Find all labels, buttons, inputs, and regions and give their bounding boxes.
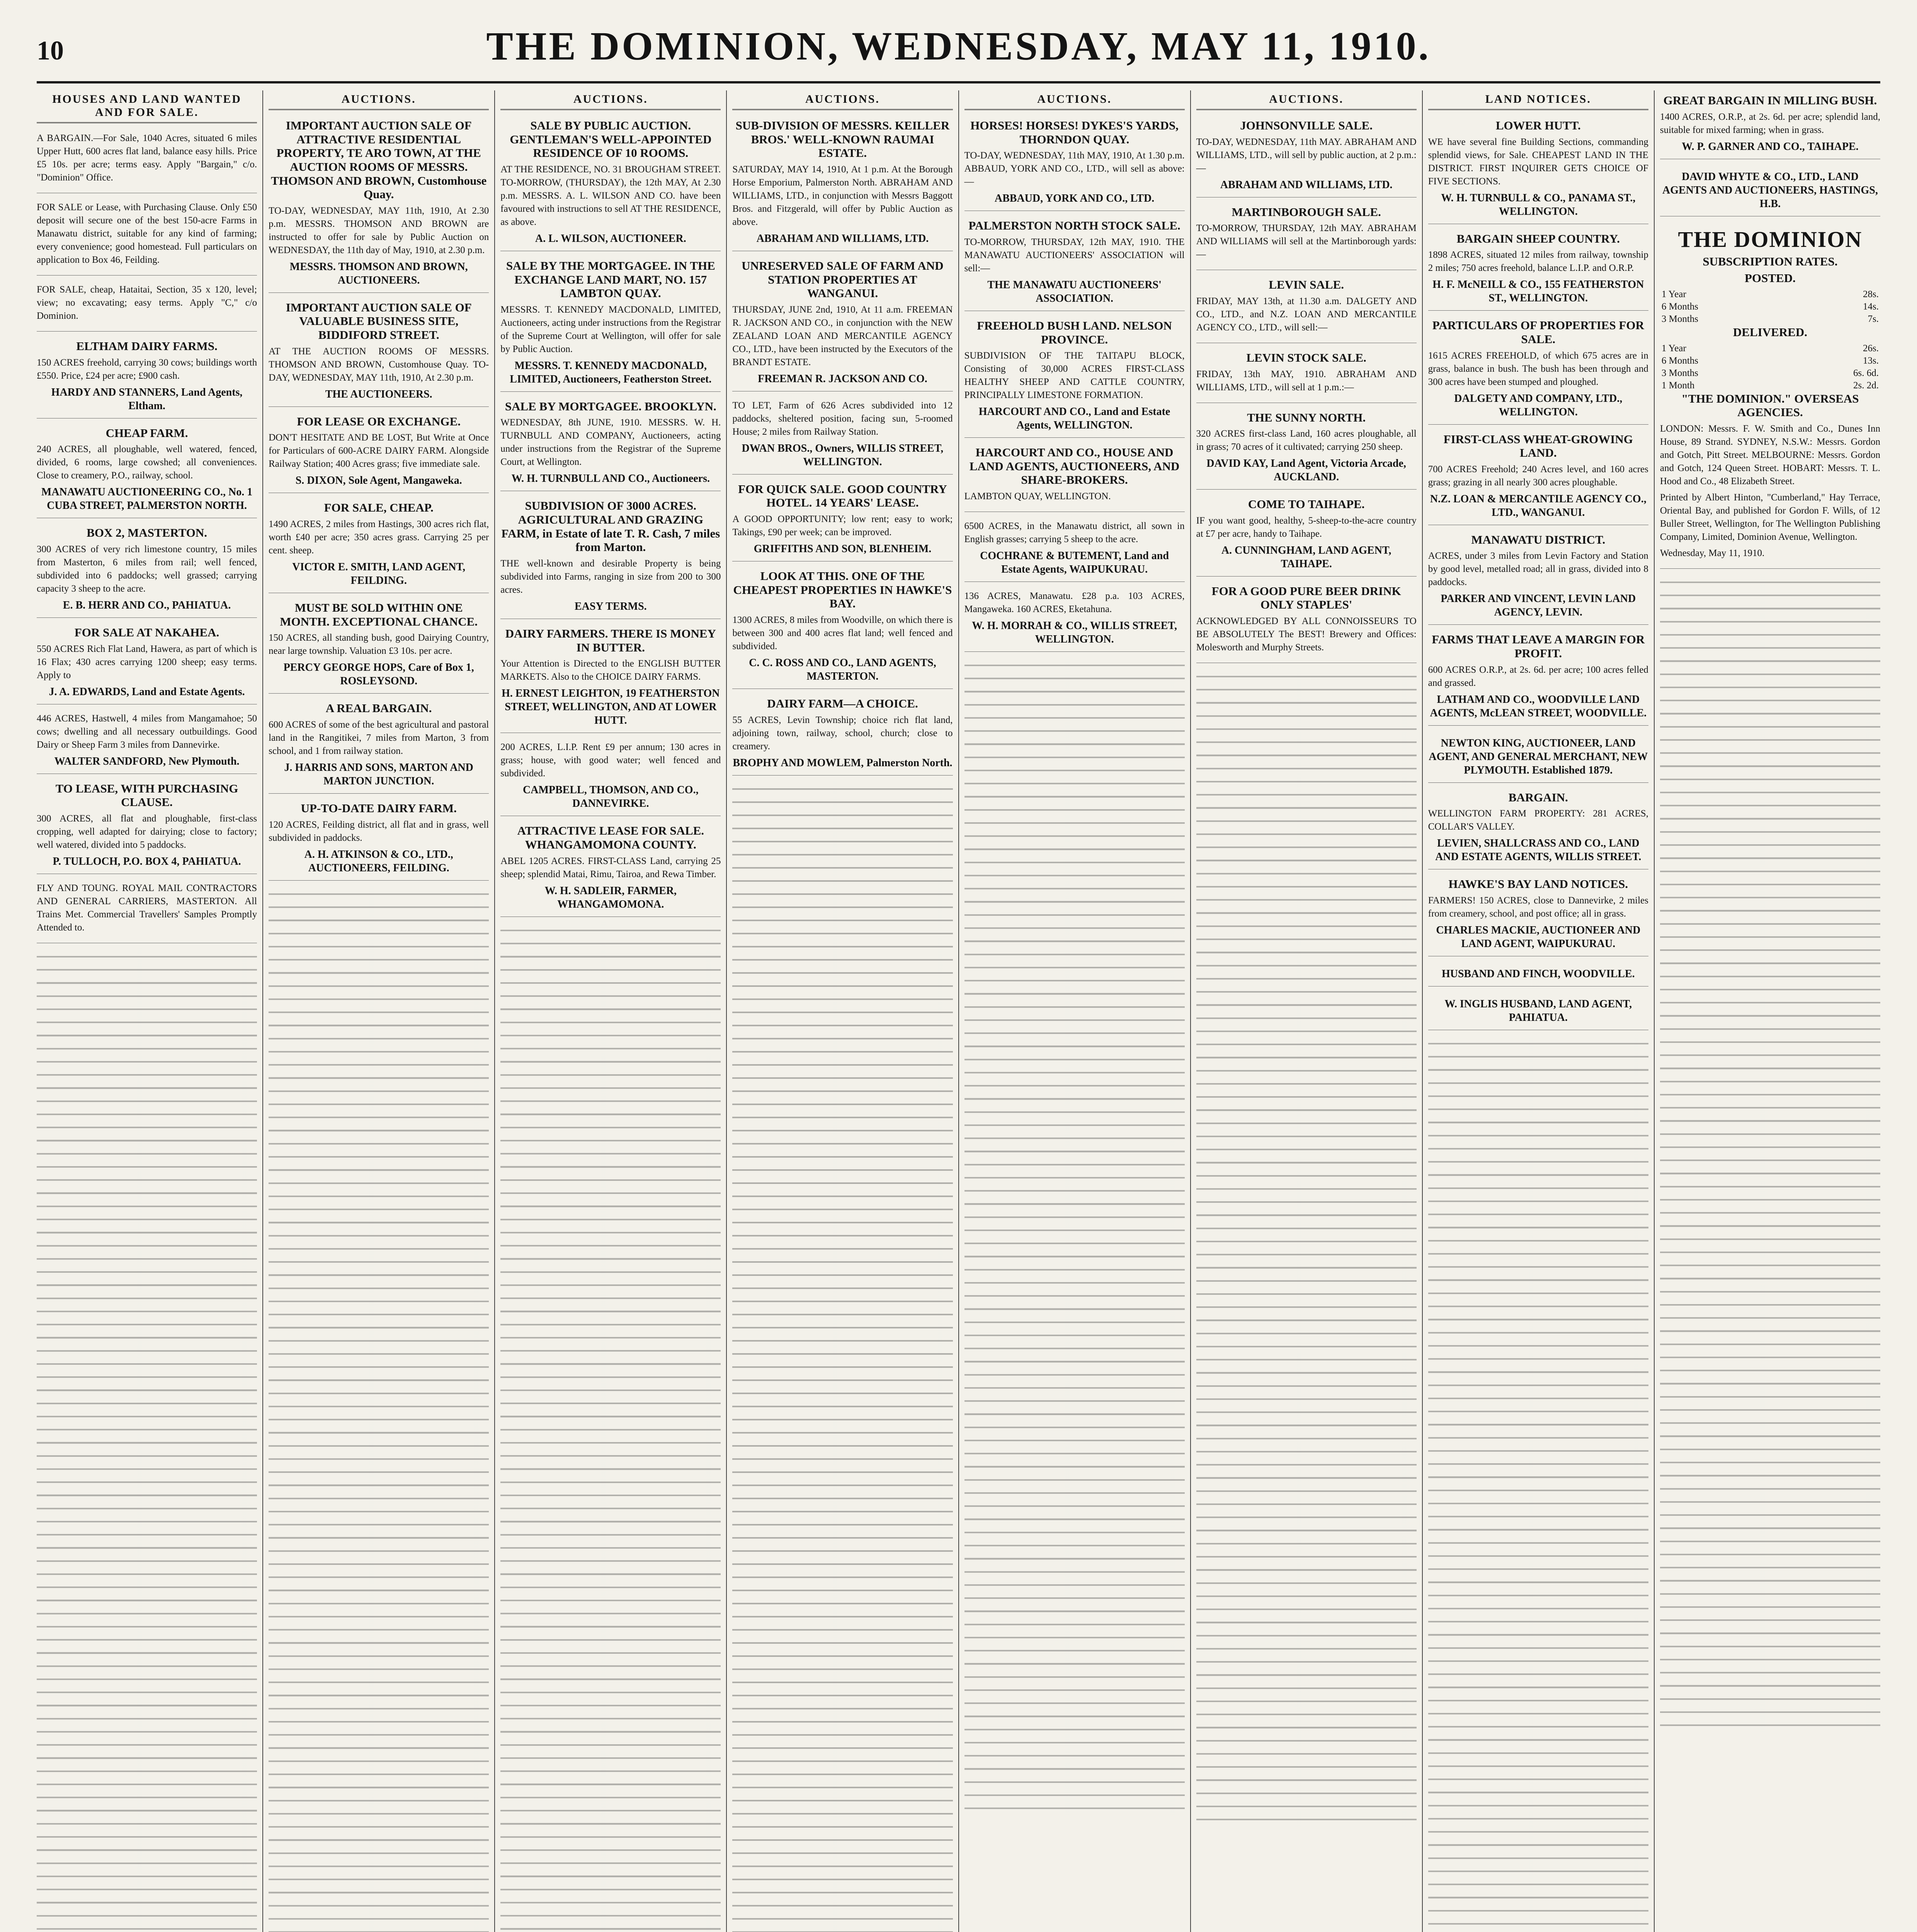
ad-heading: FOR LEASE OR EXCHANGE. bbox=[297, 414, 461, 428]
table-row bbox=[1660, 355, 1880, 367]
ad-body: DON'T HESITATE AND BE LOST, But Write at Once for Particulars of 600-ACRE DAIRY FARM. Alongside Railway Station; 400 Acres grass; five immediate sale. bbox=[269, 432, 489, 469]
ad-body: ACKNOWLEDGED BY ALL CONNOISSEURS TO BE ABSOLUTELY The BEST! Brewery and Offices: Molesworth and Murphy Streets. bbox=[1196, 616, 1417, 653]
ad-body: TO-MORROW, THURSDAY, 12th MAY. ABRAHAM AND WILLIAMS will sell at the Martinborough yards:— bbox=[1196, 223, 1417, 260]
classified-ad bbox=[269, 698, 489, 794]
small-print-columns bbox=[500, 922, 721, 1932]
ad-signature: THE MANAWATU AUCTIONEERS' ASSOCIATION. bbox=[987, 279, 1162, 304]
table-cell: 28s. bbox=[1863, 289, 1879, 299]
ad-body: 6500 ACRES, in the Manawatu district, all sown in English grasses; carrying 5 sheep to the acre. bbox=[964, 521, 1185, 545]
table-cell: 3 Months bbox=[1661, 367, 1699, 378]
ad-signature: GRIFFITHS AND SON, BLENHEIM. bbox=[754, 543, 932, 555]
classified-ad bbox=[500, 738, 721, 816]
ad-body: WE have several fine Building Sections, commanding splendid views, for Sale. CHEAPEST LAND IN THE DISTRICT. FIRST INQUIRER GETS CHOICE OF FIVE SECTIONS. bbox=[1428, 136, 1648, 187]
column-8 bbox=[1654, 90, 1880, 1932]
ad-heading: SALE BY MORTGAGEE. BROOKLYN. bbox=[505, 399, 716, 413]
classified-ad bbox=[732, 479, 953, 561]
masthead bbox=[37, 23, 1880, 83]
ad-body: TO-DAY, WEDNESDAY, 11th MAY. ABRAHAM AND WILLIAMS, LTD., will sell by public auction, at 2 p.m.:— bbox=[1196, 136, 1417, 173]
table-cell: 2s. 2d. bbox=[1853, 380, 1879, 391]
ad-body: IF you want good, healthy, 5-sheep-to-the-acre country at £7 per acre, handy to Taihape. bbox=[1196, 515, 1417, 539]
ad-body: THURSDAY, JUNE 2nd, 1910, At 11 a.m. FREEMAN R. JACKSON AND CO., in conjunction with the NEW ZEALAND LOAN AND MERCANTILE AGENCY CO., LTD., have been instructed by the Executors of the BRANDT ESTATE. bbox=[732, 304, 953, 367]
classified-ad bbox=[964, 442, 1185, 512]
classified-ad bbox=[964, 316, 1185, 438]
ad-body: Your Attention is Directed to the ENGLISH BUTTER MARKETS. Also to the CHOICE DAIRY FARMS. bbox=[500, 658, 721, 682]
ad-body: 550 ACRES Rich Flat Land, Hawera, as part of which is 16 Flax; 430 acres carrying 1200 sheep; easy terms. Apply to bbox=[37, 643, 257, 680]
classified-ad bbox=[1196, 408, 1417, 490]
notice-subtitle: SUBSCRIPTION RATES. bbox=[1703, 254, 1838, 268]
classified-ad bbox=[1428, 874, 1648, 956]
ad-signature: COCHRANE & BUTEMENT, Land and Estate Agents, WAIPUKURAU. bbox=[980, 550, 1169, 576]
ad-heading: PARTICULARS OF PROPERTIES FOR SALE. bbox=[1432, 318, 1644, 346]
table-cell: 1 Year bbox=[1661, 289, 1686, 299]
table-cell: 6 Months bbox=[1661, 301, 1699, 312]
ad-heading: FIRST-CLASS WHEAT-GROWING LAND. bbox=[1443, 432, 1633, 460]
ad-signature: E. B. HERR AND CO., PAHIATUA. bbox=[63, 599, 231, 611]
ad-body: AT THE AUCTION ROOMS OF MESSRS. THOMSON AND BROWN, Customhouse Quay. TO-DAY, WEDNESDAY, MAY 11th, 1910, At 2.30 p.m. bbox=[269, 346, 489, 383]
classified-ad bbox=[1196, 202, 1417, 270]
ad-heading: FOR SALE, CHEAP. bbox=[324, 501, 434, 515]
ad-body: FOR SALE, cheap, Hataitai, Section, 35 x 120, level; view; no excavating; easy terms. Apply "C," c/o Dominion. bbox=[37, 284, 257, 321]
ad-body: MESSRS. T. KENNEDY MACDONALD, LIMITED, Auctioneers, acting under instructions from the Registrar of the Supreme Court at Wellington, will offer for sale by Public Auction. bbox=[500, 304, 721, 354]
ad-signature: EASY TERMS. bbox=[574, 600, 647, 613]
small-print-columns bbox=[1660, 573, 1880, 1733]
ad-signature: W. H. TURNBULL & CO., PANAMA ST., WELLINGTON. bbox=[1441, 192, 1636, 218]
ad-heading: JOHNSONVILLE SALE. bbox=[1240, 119, 1373, 132]
ad-signature: THE AUCTIONEERS. bbox=[325, 388, 432, 400]
ad-signature: P. TULLOCH, P.O. BOX 4, PAHIATUA. bbox=[53, 855, 241, 867]
column-2 bbox=[262, 90, 494, 1932]
ad-body: WELLINGTON FARM PROPERTY: 281 ACRES, COLLAR'S VALLEY. bbox=[1428, 808, 1648, 832]
classified-ad bbox=[1196, 348, 1417, 403]
table-row bbox=[1660, 367, 1880, 379]
ad-heading: FOR QUICK SALE. GOOD COUNTRY HOTEL. 14 YEARS' LEASE. bbox=[738, 482, 947, 510]
rates-label: DELIVERED. bbox=[1733, 325, 1807, 339]
ad-heading: LOOK AT THIS. ONE OF THE CHEAPEST PROPERTIES IN HAWKE'S BAY. bbox=[733, 569, 952, 611]
ad-heading: ATTRACTIVE LEASE FOR SALE. WHANGAMOMONA COUNTY. bbox=[517, 824, 704, 851]
classified-ad bbox=[964, 517, 1185, 582]
ad-signature: PERCY GEORGE HOPS, Care of Box 1, ROSLEYSOND. bbox=[283, 662, 474, 687]
ad-body: AT THE RESIDENCE, NO. 31 BROUGHAM STREET. TO-MORROW, (THURSDAY), the 12th MAY, At 2.30 p.m. MESSRS. A. L. WILSON AND CO. have been favoured with instructions to sell AT THE RESIDENCE, as above. bbox=[500, 164, 721, 227]
table-row bbox=[1660, 379, 1880, 392]
ad-heading: LEVIN STOCK SALE. bbox=[1246, 350, 1366, 364]
ad-signature: ABRAHAM AND WILLIAMS, LTD. bbox=[756, 232, 929, 245]
ad-signature: WALTER SANDFORD, New Plymouth. bbox=[54, 755, 240, 767]
ad-heading: A REAL BARGAIN. bbox=[325, 701, 432, 715]
page-number: 10 bbox=[37, 36, 64, 66]
classified-ad bbox=[37, 423, 257, 519]
classified-ad bbox=[1428, 229, 1648, 311]
classified-ad bbox=[732, 256, 953, 391]
ad-heading: CHEAP FARM. bbox=[105, 426, 188, 440]
column-6 bbox=[1190, 90, 1422, 1932]
ad-heading: FARMS THAT LEAVE A MARGIN FOR PROFIT. bbox=[1432, 633, 1645, 660]
notice-agencies-title: "THE DOMINION." OVERSEAS AGENCIES. bbox=[1681, 391, 1859, 419]
ad-signature: N.Z. LOAN & MERCANTILE AGENCY CO., LTD., WANGANUI. bbox=[1430, 493, 1647, 519]
ad-signature: W. INGLIS HUSBAND, LAND AGENT, PAHIATUA. bbox=[1444, 998, 1632, 1024]
table-row bbox=[1660, 288, 1880, 301]
ad-body: 1615 ACRES FREEHOLD, of which 675 acres are in grass, balance in bush. The bush has been through and 300 acres have been stumped and ploughed. bbox=[1428, 350, 1648, 387]
ad-signature: LATHAM AND CO., WOODVILLE LAND AGENTS, McLEAN STREET, WOODVILLE. bbox=[1430, 693, 1647, 719]
ad-heading: LEVIN SALE. bbox=[1269, 278, 1344, 292]
classified-ad bbox=[964, 116, 1185, 211]
ad-body: THE well-known and desirable Property is being subdivided into Farms, ranging in size from 200 to 300 acres. bbox=[500, 558, 721, 595]
classified-ad bbox=[37, 280, 257, 332]
table-cell: 1 Month bbox=[1661, 380, 1695, 391]
small-print-columns bbox=[732, 780, 953, 1932]
ad-heading: SUBDIVISION OF 3000 ACRES. AGRICULTURAL AND GRAZING FARM, in Estate of late T. R. Cash, 7 miles from Marton. bbox=[501, 499, 720, 554]
rates-table bbox=[1660, 288, 1880, 325]
ad-body: 150 ACRES freehold, carrying 30 cows; buildings worth £550. Price, £24 per acre; £900 cash. bbox=[37, 357, 257, 381]
ad-body: 150 ACRES, all standing bush, good Dairying Country, near large township. Valuation £3 10s. per acre. bbox=[269, 633, 489, 656]
table-cell: 7s. bbox=[1868, 313, 1879, 324]
classified-ad bbox=[964, 587, 1185, 652]
notice-title: THE DOMINION bbox=[1678, 226, 1863, 252]
classified-ad bbox=[1428, 530, 1648, 625]
column-7 bbox=[1422, 90, 1654, 1932]
classified-ad bbox=[269, 798, 489, 881]
ad-heading: MUST BE SOLD WITHIN ONE MONTH. EXCEPTIONAL CHANCE. bbox=[280, 601, 478, 628]
ad-heading: SUB-DIVISION OF MESSRS. KEILLER BROS.' WELL-KNOWN RAUMAI ESTATE. bbox=[735, 119, 950, 160]
ad-body: SUBDIVISION OF THE TAITAPU BLOCK, Consisting of 30,000 ACRES FIRST-CLASS HEALTHY SHEEP AND CATTLE COUNTRY, PRINCIPALLY LIMESTONE FORMATION. bbox=[964, 350, 1185, 401]
rates-table bbox=[1660, 342, 1880, 392]
ad-signature: HUSBAND AND FINCH, WOODVILLE. bbox=[1441, 968, 1635, 980]
ad-heading: SALE BY THE MORTGAGEE. IN THE EXCHANGE LAND MART, NO. 157 LAMBTON QUAY. bbox=[506, 259, 715, 300]
classified-ad bbox=[37, 129, 257, 193]
ad-heading: BOX 2, MASTERTON. bbox=[87, 526, 207, 540]
classified-ad bbox=[1196, 116, 1417, 197]
ad-signature: DALGETY AND COMPANY, LTD., WELLINGTON. bbox=[1454, 392, 1623, 418]
ad-signature: C. C. ROSS AND CO., LAND AGENTS, MASTERTON. bbox=[749, 657, 936, 683]
classified-ad bbox=[1196, 581, 1417, 663]
classified-ad bbox=[269, 412, 489, 493]
classified-ad bbox=[1428, 961, 1648, 986]
ad-signature: A. H. ATKINSON & CO., LTD., AUCTIONEERS, FEILDING. bbox=[304, 848, 453, 874]
ad-signature: J. HARRIS AND SONS, MARTON AND MARTON JUNCTION. bbox=[284, 761, 473, 787]
ad-body: TO-DAY, WEDNESDAY, MAY 11th, 1910, At 2.30 p.m. MESSRS. THOMSON AND BROWN are instructed to offer for sale by Public Auction on WEDNESDAY, the 11th day of May, 1910, at 2.30 p.m. bbox=[269, 205, 489, 255]
column-header: AUCTIONS. bbox=[500, 90, 721, 110]
table-cell: 26s. bbox=[1863, 343, 1879, 354]
subscription-notice bbox=[1660, 221, 1880, 569]
ad-signature: W. P. GARNER AND CO., TAIHAPE. bbox=[1682, 140, 1859, 153]
classified-ad bbox=[1660, 90, 1880, 159]
small-print-columns bbox=[964, 656, 1185, 1816]
notice-date: Wednesday, May 11, 1910. bbox=[1660, 548, 1765, 558]
ad-signature: W. H. SADLEIR, FARMER, WHANGAMOMONA. bbox=[544, 884, 677, 910]
table-row bbox=[1660, 313, 1880, 325]
ad-signature: A. CUNNINGHAM, LAND AGENT, TAIHAPE. bbox=[1221, 544, 1391, 570]
ad-body: FRIDAY, MAY 13th, at 11.30 a.m. DALGETY AND CO., LTD., and N.Z. LOAN AND MERCANTILE AGENCY CO., LTD., will sell:— bbox=[1196, 296, 1417, 333]
small-print-columns bbox=[37, 948, 257, 1932]
classified-ad bbox=[1660, 164, 1880, 216]
column-header: AUCTIONS. bbox=[1196, 90, 1417, 110]
ad-heading: LOWER HUTT. bbox=[1495, 119, 1581, 132]
table-cell: 14s. bbox=[1863, 301, 1879, 312]
small-print-columns bbox=[1428, 1035, 1648, 1932]
ad-signature: CAMPBELL, THOMSON, AND CO., DANNEVIRKE. bbox=[523, 784, 699, 810]
ad-heading: MANAWATU DISTRICT. bbox=[1471, 532, 1606, 546]
ad-body: 446 ACRES, Hastwell, 4 miles from Mangamahoe; 50 cows; dwelling and all necessary outbuildings. Good Dairy or Sheep Farm 3 miles from Dannevirke. bbox=[37, 713, 257, 750]
ad-heading: DAIRY FARM—A CHOICE. bbox=[767, 697, 918, 711]
ad-heading: THE SUNNY NORTH. bbox=[1247, 410, 1366, 424]
ad-signature: FREEMAN R. JACKSON AND CO. bbox=[758, 372, 927, 385]
ad-body: WEDNESDAY, 8th JUNE, 1910. MESSRS. W. H. TURNBULL AND COMPANY, Auctioneers, acting under instructions from the Registrar of the Supreme Court, at Wellington. bbox=[500, 417, 721, 468]
ad-body: 240 ACRES, all ploughable, well watered, fenced, divided, 6 rooms, large cowshed; all conveniences. Close to creamery, P.O., railway, school. bbox=[37, 444, 257, 481]
ad-heading: ELTHAM DAIRY FARMS. bbox=[76, 339, 218, 353]
classified-ad bbox=[1428, 991, 1648, 1030]
classified-ad bbox=[1428, 116, 1648, 224]
ad-signature: H. ERNEST LEIGHTON, 19 FEATHERSTON STREET, WELLINGTON, AND AT LOWER HUTT. bbox=[502, 687, 720, 727]
ad-heading: HAWKE'S BAY LAND NOTICES. bbox=[1448, 877, 1628, 891]
classified-ad bbox=[1428, 429, 1648, 525]
ad-signature: S. DIXON, Sole Agent, Mangaweka. bbox=[295, 474, 462, 487]
ad-heading: UNRESERVED SALE OF FARM AND STATION PROPERTIES AT WANGANUI. bbox=[742, 259, 944, 300]
ad-signature: J. A. EDWARDS, Land and Estate Agents. bbox=[49, 685, 245, 698]
classified-ad bbox=[732, 396, 953, 474]
ad-heading: HORSES! HORSES! DYKES'S YARDS, THORNDON QUAY. bbox=[970, 119, 1179, 146]
classified-ad bbox=[37, 709, 257, 774]
ad-body: 200 ACRES, L.I.P. Rent £9 per annum; 130 acres in grass; house, with good water; well fenced and subdivided. bbox=[500, 742, 721, 779]
ad-body: 600 ACRES O.R.P., at 2s. 6d. per acre; 100 acres felled and grassed. bbox=[1428, 664, 1648, 688]
column-3 bbox=[494, 90, 726, 1932]
ad-body: TO-DAY, WEDNESDAY, 11th MAY, 1910, At 1.30 p.m. ABBAUD, YORK AND CO., LTD., will sell as above:— bbox=[964, 150, 1185, 187]
ad-body: A GOOD OPPORTUNITY; low rent; easy to work; Takings, £90 per week; can be improved. bbox=[732, 514, 953, 538]
classified-ad bbox=[37, 879, 257, 943]
column-header: AUCTIONS. bbox=[269, 90, 489, 110]
ad-heading: COME TO TAIHAPE. bbox=[1248, 497, 1365, 511]
ad-body: 300 ACRES, all flat and ploughable, first-class cropping, well adapted for dairying; close to factory; well watered, divided into 5 paddocks. bbox=[37, 813, 257, 850]
column-4 bbox=[726, 90, 958, 1932]
ad-body: 1490 ACRES, 2 miles from Hastings, 300 acres rich flat, worth £40 per acre; 350 acres grass. Carrying 25 per cent. sheep. bbox=[269, 519, 489, 556]
table-cell: 3 Months bbox=[1661, 313, 1699, 324]
column-header: AUCTIONS. bbox=[732, 90, 953, 110]
ad-body: 1898 ACRES, situated 12 miles from railway, township 2 miles; 750 acres freehold, balance L.I.P. and O.R.P. bbox=[1428, 250, 1648, 274]
ad-heading: TO LEASE, WITH PURCHASING CLAUSE. bbox=[55, 781, 238, 809]
notice-printer: Printed by Albert Hinton, "Cumberland," Hay Terrace, Oriental Bay, and published for Gordon F. Wills, of 12 Buller Street, Wellington, for The Wellington Publishing Company, Limited, Dominion Avenue, Wellington. bbox=[1660, 492, 1880, 542]
classified-ad bbox=[37, 523, 257, 618]
classified-ad bbox=[500, 821, 721, 917]
ad-body: FRIDAY, 13th MAY, 1910. ABRAHAM AND WILLIAMS, LTD., will sell at 1 p.m.:— bbox=[1196, 369, 1417, 393]
table-row bbox=[1660, 301, 1880, 313]
classified-ad bbox=[37, 779, 257, 874]
classified-ad bbox=[500, 256, 721, 392]
ad-signature: ABRAHAM AND WILLIAMS, LTD. bbox=[1220, 179, 1393, 191]
classified-ad bbox=[964, 216, 1185, 311]
ad-body: A BARGAIN.—For Sale, 1040 Acres, situated 6 miles Upper Hutt, 600 acres flat land, balance easy hills. Price £5 10s. per acre; terms easy. Apply "Bargain," c/o. "Dominion" Office. bbox=[37, 133, 257, 183]
ad-heading: PALMERSTON NORTH STOCK SALE. bbox=[968, 219, 1180, 233]
ad-signature: MESSRS. T. KENNEDY MACDONALD, LIMITED, Auctioneers, Featherston Street. bbox=[510, 359, 712, 385]
ad-signature: H. F. McNEILL & CO., 155 FEATHERSTON ST., WELLINGTON. bbox=[1432, 279, 1644, 304]
ad-heading: IMPORTANT AUCTION SALE OF VALUABLE BUSINESS SITE, BIDDIFORD STREET. bbox=[286, 300, 472, 342]
ad-heading: DAIRY FARMERS. THERE IS MONEY IN BUTTER. bbox=[505, 627, 716, 654]
ad-body: 600 ACRES of some of the best agricultural and pastoral land in the Rangitikei, 7 miles from Marton, 3 from school, and 1 from railway station. bbox=[269, 719, 489, 756]
ad-signature: DAVID WHYTE & CO., LTD., LAND AGENTS AND AUCTIONEERS, HASTINGS, H.B. bbox=[1662, 170, 1878, 210]
table-row bbox=[1660, 342, 1880, 355]
classified-ad bbox=[500, 624, 721, 733]
classified-ad bbox=[1428, 315, 1648, 424]
ad-body: 700 ACRES Freehold; 240 Acres level, and 160 acres grass; grazing in all nearly 300 acres ploughable. bbox=[1428, 464, 1648, 488]
ad-body: ACRES, under 3 miles from Levin Factory and Station by good level, metalled road; all in grass, divided into 8 paddocks. bbox=[1428, 551, 1648, 588]
column-header: HOUSES AND LAND WANTED AND FOR SALE. bbox=[37, 90, 257, 123]
classified-ad bbox=[1428, 629, 1648, 725]
ad-heading: GREAT BARGAIN IN MILLING BUSH. bbox=[1663, 94, 1877, 107]
ad-heading: HARCOURT AND CO., HOUSE AND LAND AGENTS, AUCTIONEERS, AND SHARE-BROKERS. bbox=[969, 446, 1180, 487]
ad-signature: DAVID KAY, Land Agent, Victoria Arcade, AUCKLAND. bbox=[1206, 457, 1406, 483]
small-print-columns bbox=[1196, 668, 1417, 1827]
ad-body: 136 ACRES, Manawatu. £28 p.a. 103 ACRES, Mangaweka. 160 ACRES, Eketahuna. bbox=[964, 591, 1185, 615]
classified-ad bbox=[1196, 275, 1417, 343]
ad-body: TO LET, Farm of 626 Acres subdivided into 12 paddocks, sheltered position, facing sun, 5-roomed House; 2 miles from Railway Station. bbox=[732, 400, 953, 437]
ad-body: FARMERS! 150 ACRES, close to Dannevirke, 2 miles from creamery, school, and post office; all in grass. bbox=[1428, 895, 1648, 919]
ad-signature: W. H. MORRAH & CO., WILLIS STREET, WELLINGTON. bbox=[972, 620, 1177, 646]
ad-heading: BARGAIN. bbox=[1508, 790, 1568, 804]
classified-ad bbox=[37, 336, 257, 418]
ad-signature: PARKER AND VINCENT, LEVIN LAND AGENCY, LEVIN. bbox=[1441, 593, 1636, 619]
classified-ad bbox=[1196, 494, 1417, 577]
ad-signature: W. H. TURNBULL AND CO., Auctioneers. bbox=[511, 473, 710, 485]
ad-body: ABEL 1205 ACRES. FIRST-CLASS Land, carrying 25 sheep; splendid Matai, Rimu, Tairoa, and Rewa Timber. bbox=[500, 855, 721, 879]
column-grid bbox=[37, 90, 1880, 1932]
classified-ad bbox=[269, 498, 489, 593]
classified-ad bbox=[269, 116, 489, 293]
ad-body: 300 ACRES of very rich limestone country, 15 miles from Masterton, 6 miles from rail; well fenced, subdivided into 6 paddocks; well grassed; carrying capacity 3 sheep to the acre. bbox=[37, 544, 257, 594]
ad-body: 320 ACRES first-class Land, 160 acres ploughable, all in grass; 70 acres of it cultivated; carrying 250 sheep. bbox=[1196, 429, 1417, 452]
classified-ad bbox=[732, 566, 953, 689]
ad-signature: A. L. WILSON, AUCTIONEER. bbox=[535, 232, 686, 245]
ad-body: FLY AND TOUNG. ROYAL MAIL CONTRACTORS AND GENERAL CARRIERS, MASTERTON. All Trains Met. Commercial Travellers' Samples Promptly Attended to. bbox=[37, 883, 257, 933]
classified-ad bbox=[1428, 787, 1648, 870]
ad-heading: FOR SALE AT NAKAHEA. bbox=[74, 625, 219, 639]
classified-ad bbox=[37, 622, 257, 704]
classified-ad bbox=[500, 116, 721, 251]
ad-body: LAMBTON QUAY, WELLINGTON. bbox=[964, 491, 1111, 502]
ad-body: 1300 ACRES, 8 miles from Woodville, on which there is between 300 and 400 acres flat land; well fenced and subdivided. bbox=[732, 615, 953, 652]
newspaper-title: THE DOMINION, WEDNESDAY, MAY 11, 1910. bbox=[486, 24, 1431, 68]
ad-body: 55 ACRES, Levin Township; choice rich flat land, adjoining town, railway, school, church; close to creamery. bbox=[732, 714, 953, 752]
ad-heading: UP-TO-DATE DAIRY FARM. bbox=[301, 801, 457, 815]
ad-heading: BARGAIN SHEEP COUNTRY. bbox=[1456, 231, 1620, 245]
classified-ad bbox=[269, 298, 489, 407]
ad-body: SATURDAY, MAY 14, 1910, At 1 p.m. At the Borough Horse Emporium, Palmerston North. ABRAHAM AND WILLIAMS, LTD., in conjunction with Messrs Baggott Bros. and Fitzgerald, will offer by Public Auction as above. bbox=[732, 164, 953, 227]
classified-ad bbox=[500, 496, 721, 619]
ad-heading: MARTINBOROUGH SALE. bbox=[1232, 205, 1381, 219]
rates-label: POSTED. bbox=[1745, 271, 1796, 285]
column-5 bbox=[958, 90, 1190, 1932]
ad-signature: DWAN BROS., Owners, WILLIS STREET, WELLINGTON. bbox=[742, 442, 944, 468]
ad-heading: SALE BY PUBLIC AUCTION. GENTLEMAN'S WELL-APPOINTED RESIDENCE OF 10 ROOMS. bbox=[510, 119, 712, 160]
ad-signature: CHARLES MACKIE, AUCTIONEER AND LAND AGENT, WAIPUKURAU. bbox=[1436, 924, 1641, 950]
ad-signature: VICTOR E. SMITH, LAND AGENT, FEILDING. bbox=[292, 561, 466, 587]
column-header: LAND NOTICES. bbox=[1428, 90, 1648, 110]
ad-body: TO-MORROW, THURSDAY, 12th MAY, 1910. THE MANAWATU AUCTIONEERS' ASSOCIATION will sell:— bbox=[964, 236, 1185, 274]
ad-signature: LEVIEN, SHALLCRASS AND CO., LAND AND ESTATE AGENTS, WILLIS STREET. bbox=[1435, 837, 1641, 863]
ad-signature: MANAWATU AUCTIONEERING CO., No. 1 CUBA STREET, PALMERSTON NORTH. bbox=[41, 486, 253, 512]
ad-body: FOR SALE or Lease, with Purchasing Clause. Only £50 deposit will secure one of the best 150-acre Farms in Manawatu district, suitable for any kind of farming; every convenience; good homestead. Full particulars on application to Box 46, Feilding. bbox=[37, 202, 257, 265]
column-1 bbox=[37, 90, 262, 1932]
ad-signature: ABBAUD, YORK AND CO., LTD. bbox=[994, 192, 1155, 205]
classified-ad bbox=[37, 198, 257, 276]
classified-ad bbox=[732, 694, 953, 776]
ad-heading: IMPORTANT AUCTION SALE OF ATTRACTIVE RESIDENTIAL PROPERTY, TE ARO TOWN, AT THE AUCTION ROOMS OF MESSRS. THOMSON AND BROWN, Customhouse Quay. bbox=[271, 119, 487, 201]
classified-ad bbox=[732, 116, 953, 251]
table-cell: 6s. 6d. bbox=[1853, 367, 1879, 378]
ad-body: 120 ACRES, Feilding district, all flat and in grass, well subdivided in paddocks. bbox=[269, 819, 489, 843]
ad-heading: FOR A GOOD PURE BEER DRINK ONLY STAPLES' bbox=[1211, 584, 1401, 612]
table-cell: 1 Year bbox=[1661, 343, 1686, 354]
classified-ad bbox=[1428, 730, 1648, 783]
classified-ad bbox=[269, 598, 489, 694]
small-print-columns bbox=[269, 885, 489, 1932]
ad-signature: BROPHY AND MOWLEM, Palmerston North. bbox=[733, 757, 953, 769]
ad-heading: FREEHOLD BUSH LAND. NELSON PROVINCE. bbox=[977, 318, 1172, 346]
ad-signature: MESSRS. THOMSON AND BROWN, AUCTIONEERS. bbox=[289, 260, 468, 286]
column-header: AUCTIONS. bbox=[964, 90, 1185, 110]
table-cell: 6 Months bbox=[1661, 355, 1699, 366]
ad-signature: HARDY AND STANNERS, Land Agents, Eltham. bbox=[51, 386, 243, 412]
classified-ad bbox=[500, 396, 721, 492]
notice-agencies-text: LONDON: Messrs. F. W. Smith and Co., Dunes Inn House, 89 Strand. SYDNEY, N.S.W.: Messrs. Gordon and Gotch, Pitt Street. MELBOURNE: Messrs. Gordon and Gotch, 124 Queen Street. HOBART: Messrs. T. L. Hood and Co., 48 Elizabeth Street. bbox=[1660, 423, 1880, 486]
ad-signature: NEWTON KING, AUCTIONEER, LAND AGENT, AND GENERAL MERCHANT, NEW PLYMOUTH. Established 1879. bbox=[1429, 737, 1648, 776]
ad-signature: HARCOURT AND CO., Land and Estate Agents, WELLINGTON. bbox=[978, 406, 1170, 432]
table-cell: 13s. bbox=[1863, 355, 1879, 366]
ad-body: 1400 ACRES, O.R.P., at 2s. 6d. per acre; splendid land, suitable for mixed farming; when in grass. bbox=[1660, 111, 1880, 135]
